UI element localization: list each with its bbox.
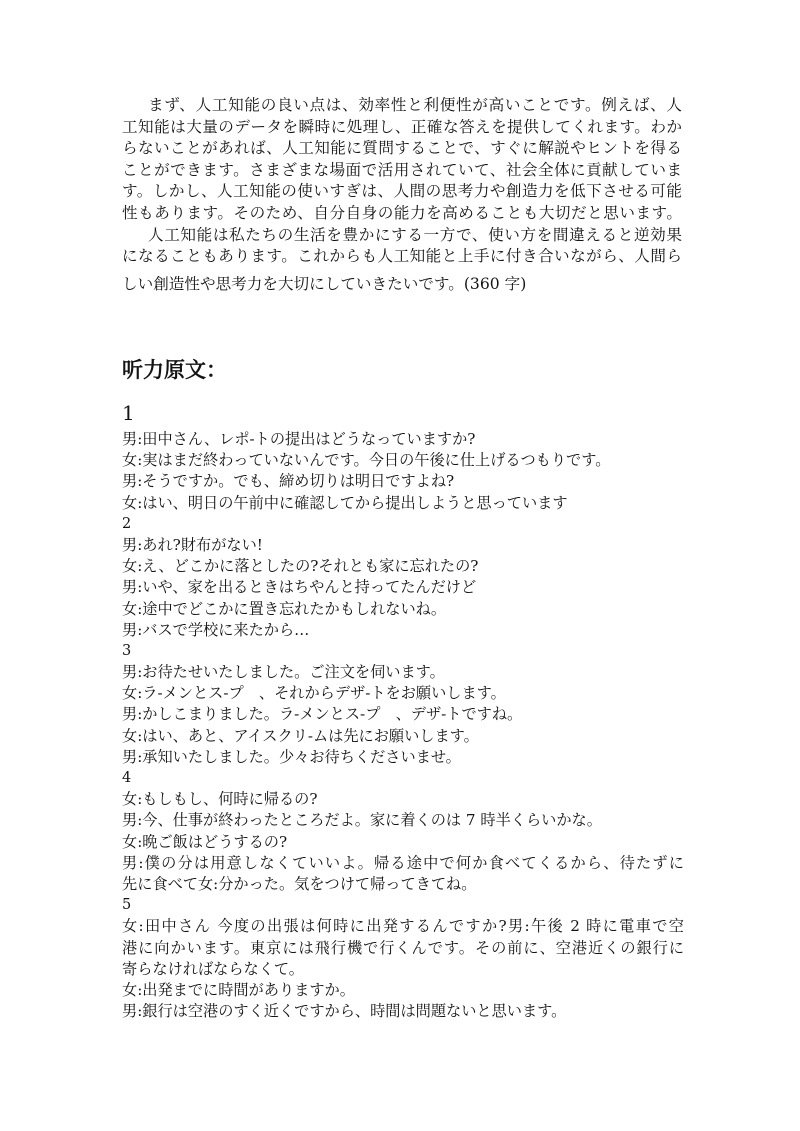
dialogue-line: 女:途中でどこかに置き忘れたかもしれないね。 — [122, 599, 447, 618]
section-number: 4 — [122, 770, 132, 786]
dialogue-line: 男:いや、家を出るときはちやんと持ってたんだけど — [122, 578, 477, 597]
section-number: 1 — [122, 401, 135, 425]
dialogue-line: 女:晩ご飯はどうするの? — [122, 832, 288, 851]
dialogue-line: 男:バスで学校に来たから… — [122, 620, 310, 639]
essay-line: になることもあります。これからも人工知能と上手に付き合いながら、人間ら — [122, 247, 682, 266]
dialogue-line: 男:承知いたしました。少々お待ちくださいませ。 — [122, 747, 461, 766]
dialogue-line: 港に向かいます。東京には飛行機で行くんです。その前に、空港近くの銀行に — [122, 938, 684, 957]
dialogue-line: 女:え、どこかに落としたの?それとも家に忘れたの? — [122, 557, 479, 576]
dialogue-line: 女:田中さん 今度の出張は何時に出発するんですか?男:午後 2 時に電車で空 — [122, 917, 684, 936]
essay-line: 人工知能は私たちの生活を豊かにする一方で、使い方を間違えると逆効果 — [148, 225, 682, 244]
dialogue-line: 男:かしこまりました。ラ-メンとス-プ 、デザ-トですね。 — [122, 705, 523, 724]
section-number: 2 — [122, 515, 132, 532]
section-number: 3 — [122, 642, 132, 659]
essay-line: まず、人工知能の良い点は、効率性と利便性が高いことです。例えば、人 — [148, 96, 682, 114]
dialogue-line: 女:もしもし、何時に帰るの? — [122, 790, 318, 809]
dialogue-line: 男:今、仕事が終わったところだよ。家に着くのは 7 時半くらいかな。 — [122, 811, 602, 830]
dialogue-line: 男:銀行は空港のすく近くですから、時間は問題ないと思います。 — [122, 1002, 567, 1021]
dialogue-line: 女:実はまだ終わっていないんです。今日の午後に仕上げるつもりです。 — [122, 451, 611, 470]
transcript-heading: 听力原文： — [122, 358, 227, 382]
dialogue-line: 男:お待たせいたしました。ご注文を伺います。 — [122, 663, 445, 682]
essay-line: しい創造性や思考力を大切にしていきたいです。(360 字) — [122, 274, 527, 293]
transcript — [122, 397, 684, 1022]
essay-line: 工知能は大量のデータを瞬時に処理し、正確な答えを提供してくれます。わか — [122, 117, 682, 136]
dialogue-line: 女:出発までに時間がありますか。 — [122, 980, 355, 999]
dialogue-line: 男:田中さん、レポ-トの提出はどうなっていますか? — [122, 430, 476, 448]
dialogue-line: 先に食べて女:分かった。気をつけて帰ってきてね。 — [122, 874, 477, 893]
essay-line: らないことがあれば、人工知能に質問することで、すぐに解説やヒントを得る — [122, 139, 682, 158]
dialogue-line: 男:僕の分は用意しなくていいよ。帰る途中で何か食べてくるから、待たずに — [122, 853, 684, 872]
essay-line: ことができます。さまざまな場面で活用されていて、社会全体に貢献していま — [122, 160, 682, 179]
essay-paragraphs — [122, 95, 682, 295]
dialogue-line: 男:そうですか。でも、締め切りは明日ですよね? — [122, 472, 455, 491]
section-number: 5 — [122, 897, 132, 914]
dialogue-line: 女:はい、明日の午前中に確認してから提出しようと思っています — [122, 493, 568, 512]
dialogue-line: 男:あれ?財布がない! — [122, 535, 263, 554]
dialogue-line: 女:ラ-メンとス-プ 、それからデザ-トをお願いします。 — [122, 684, 506, 703]
essay-line: 性もあります。そのため、自分自身の能力を高めることも大切だと思います。 — [122, 203, 682, 222]
dialogue-line: 女:はい、あと、アイスクリ-ムは先にお願いします。 — [122, 726, 479, 745]
essay-line: す。しかし、人工知能の使いすぎは、人間の思考力や創造力を低下させる可能 — [122, 182, 682, 201]
dialogue-line: 寄らなければならなくて。 — [122, 959, 304, 978]
